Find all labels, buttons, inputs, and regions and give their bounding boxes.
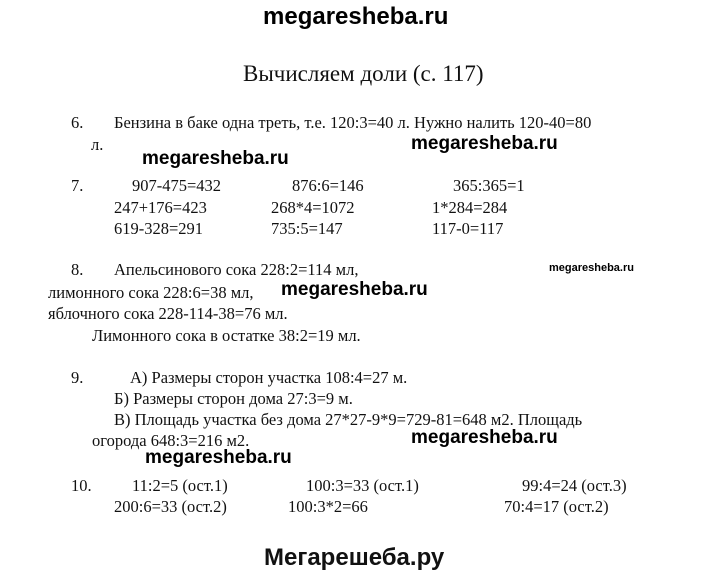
task-8-line-2: лимонного сока 228:6=38 мл, <box>48 283 254 302</box>
task-7-r3c3: 117-0=117 <box>432 219 504 238</box>
task-9-line-2: Б) Размеры сторон дома 27:3=9 м. <box>114 389 353 408</box>
task-10-r1c1: 11:2=5 (ост.1) <box>132 476 228 495</box>
task-7-r3c1: 619-328=291 <box>114 219 204 238</box>
task-8-line-4: Лимонного сока в остатке 38:2=19 мл. <box>92 326 361 345</box>
task-10-r2c2: 100:3*2=66 <box>288 497 368 516</box>
watermark-header: megaresheba.ru <box>263 3 449 30</box>
task-8-number: 8. <box>71 260 84 279</box>
task-7-r1c1: 907-475=432 <box>132 176 222 195</box>
task-9-number: 9. <box>71 368 84 387</box>
task-6-number: 6. <box>71 113 84 132</box>
task-9-line-1: А) Размеры сторон участка 108:4=27 м. <box>130 368 408 387</box>
task-10-r1c2: 100:3=33 (ост.1) <box>306 476 419 495</box>
task-10-r2c3: 70:4=17 (ост.2) <box>504 497 609 516</box>
task-7-number: 7. <box>71 176 84 195</box>
task-7-r2c1: 247+176=423 <box>114 198 207 217</box>
task-7-r2c2: 268*4=1072 <box>271 198 355 217</box>
watermark-1: megaresheba.ru <box>142 148 289 169</box>
task-7-r1c2: 876:6=146 <box>292 176 364 195</box>
task-8-line-3: яблочного сока 228-114-38=76 мл. <box>48 304 288 323</box>
task-10-r1c3: 99:4=24 (ост.3) <box>522 476 627 495</box>
watermark-4: megaresheba.ru <box>411 427 558 448</box>
watermark-2: megaresheba.ru <box>411 133 558 154</box>
task-7-r3c2: 735:5=147 <box>271 219 343 238</box>
watermark-5: megaresheba.ru <box>145 447 292 468</box>
task-9-line-4: огорода 648:3=216 м2. <box>92 431 250 450</box>
task-7-r1c3: 365:365=1 <box>453 176 525 195</box>
task-10-r2c1: 200:6=33 (ост.2) <box>114 497 227 516</box>
watermark-3: megaresheba.ru <box>281 279 428 300</box>
task-8-line-1: Апельсинового сока 228:2=114 мл, <box>114 260 359 279</box>
task-7-r2c3: 1*284=284 <box>432 198 508 217</box>
task-6-line-1: Бензина в баке одна треть, т.е. 120:3=40 л. Нужно налить 120-40=80 <box>114 113 592 132</box>
task-10-number: 10. <box>71 476 92 495</box>
task-9-line-3: В) Площадь участка без дома 27*27-9*9=729-81=648 м2. Площадь <box>114 410 583 429</box>
watermark-small: megaresheba.ru <box>549 262 634 274</box>
page-title: Вычисляем доли (с. 117) <box>243 61 484 86</box>
footer-brand: Мегарешеба.ру <box>264 544 445 571</box>
task-6-line-2: л. <box>91 135 104 154</box>
